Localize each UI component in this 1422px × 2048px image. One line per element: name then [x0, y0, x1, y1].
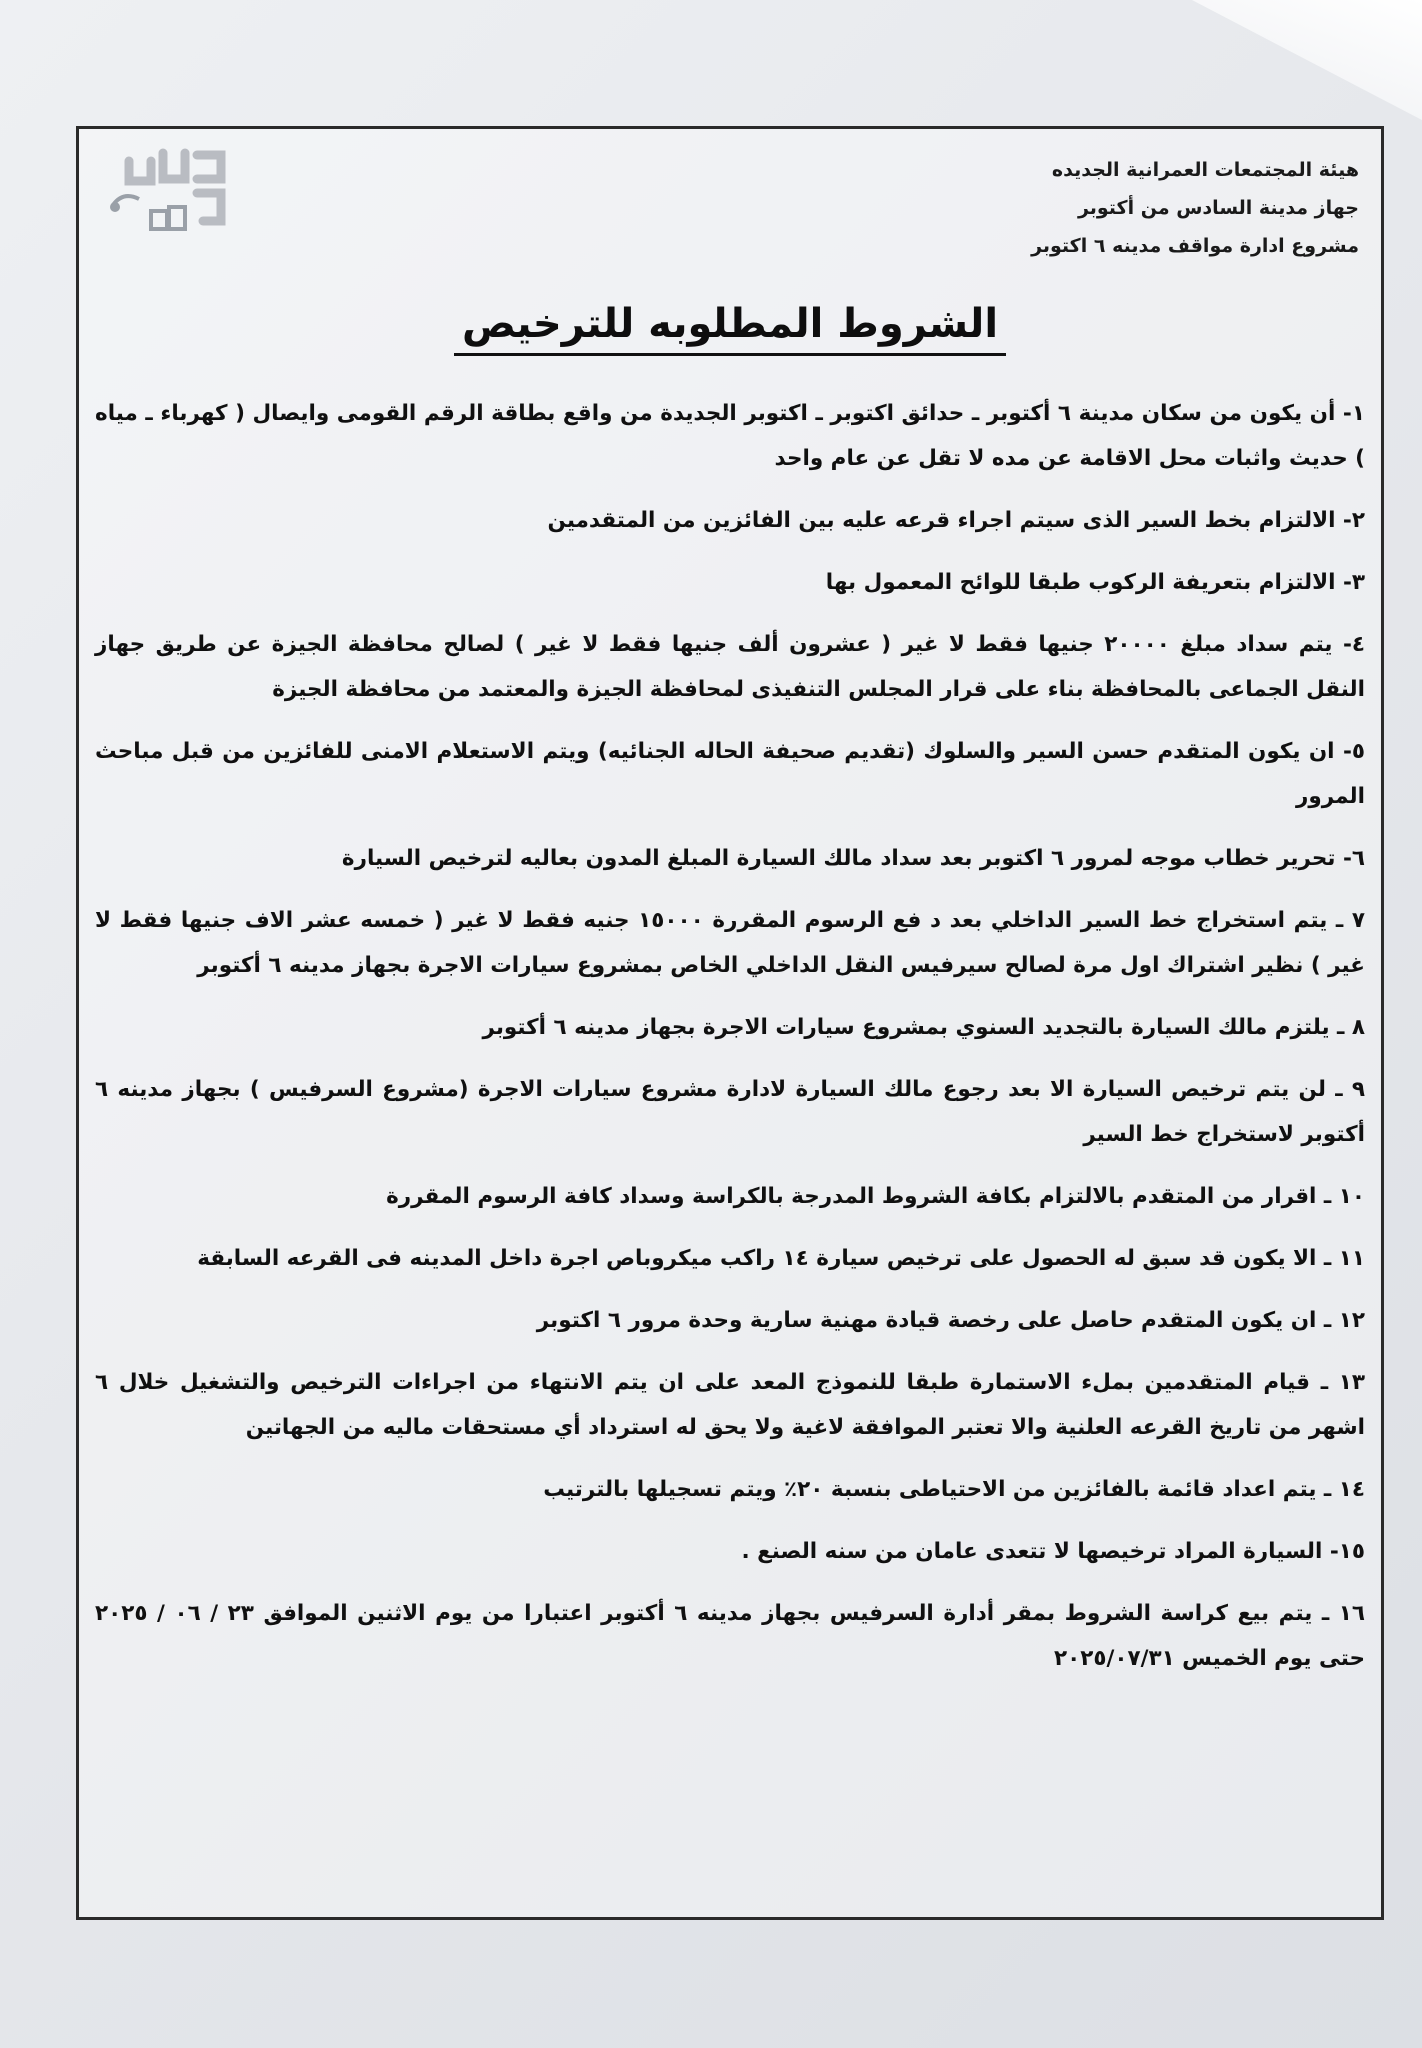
list-item: ٣- الالتزام بتعريفة الركوب طبقا للوائح المعمول بها [825, 570, 1365, 595]
list-item: ٧ ـ يتم استخراج خط السير الداخلي بعد د فع الرسوم المقررة ١٥٠٠٠ جنيه فقط لا غير ( خمسه عشر الاف جنيها فقط لا غير ) نظير اشتراك اول مرة لصالح سيرفيس النقل الداخلي الخاص بمشروع سيارات الاجرة بجهاز مدينه ٦ أكتوبر [95, 908, 1366, 978]
list-item: ١٤ ـ يتم اعداد قائمة بالفائزين من الاحتياطى بنسبة ٢٠٪ ويتم تسجيلها بالترتيب [543, 1477, 1365, 1502]
conditions-list [95, 391, 1365, 1698]
header-project: مشروع ادارة مواقف مدينه ٦ اكتوبر [1031, 235, 1359, 257]
list-item: ١١ ـ الا يكون قد سبق له الحصول على ترخيص سيارة ١٤ راكب ميكروباص اجرة داخل المدينه فى القرعه السابقة [197, 1246, 1365, 1271]
document-header [1031, 151, 1359, 265]
list-item: ٤- يتم سداد مبلغ ٢٠٠٠٠ جنيها فقط لا غير ( عشرون ألف جنيها فقط لا غير ) لصالح محافظة الجيزة عن طريق جهاز النقل الجماعى بالمحافظة بناء على قرار المجلس التنفيذى لمحافظة الجيزة والمعتمد من محافظة الجيزة [95, 632, 1365, 702]
list-item: ١٦ ـ يتم بيع كراسة الشروط بمقر أدارة السرفيس بجهاز مدينه ٦ أكتوبر اعتبارا من يوم الاثنين الموافق ٢٣ / ٠٦ / ٢٠٢٥ حتى يوم الخميس ٢٠٢٥/٠٧/٣١ [95, 1601, 1365, 1671]
list-item: ٢- الالتزام بخط السير الذى سيتم اجراء قرعه عليه بين الفائزين من المتقدمين [547, 508, 1365, 533]
city-logo-icon [99, 135, 269, 245]
list-item: ٥- ان يكون المتقدم حسن السير والسلوك (تقديم صحيفة الحاله الجنائيه) ويتم الاستعلام الامنى للفائزين من قبل مباحث المرور [95, 739, 1365, 809]
page-title: الشروط المطلوبه للترخيص [79, 301, 1381, 356]
list-item: ٩ ـ لن يتم ترخيص السيارة الا بعد رجوع مالك السيارة لادارة مشروع سيارات الاجرة (مشروع السرفيس ) بجهاز مدينه ٦ أكتوبر لاستخراج خط السير [95, 1077, 1365, 1147]
page-fold-corner [1192, 0, 1422, 120]
list-item: ١- أن يكون من سكان مدينة ٦ أكتوبر ـ حدائق اكتوبر ـ اكتوبر الجديدة من واقع بطاقة الرقم القومى وايصال ( كهرباء ـ مياه ) حديث واثبات محل الاقامة عن مده لا تقل عن عام واحد [95, 401, 1365, 471]
list-item: ١٢ ـ ان يكون المتقدم حاصل على رخصة قيادة مهنية سارية وحدة مرور ٦ اكتوبر [536, 1308, 1365, 1333]
list-item: ١٠ ـ اقرار من المتقدم بالالتزام بكافة الشروط المدرجة بالكراسة وسداد كافة الرسوم المقررة [386, 1184, 1365, 1209]
header-authority: هيئة المجتمعات العمرانية الجديده [1051, 159, 1359, 181]
header-city-agency: جهاز مدينة السادس من أكتوبر [1077, 197, 1359, 219]
list-item: ٨ ـ يلتزم مالك السيارة بالتجديد السنوي بمشروع سيارات الاجرة بجهاز مدينه ٦ أكتوبر [482, 1015, 1365, 1040]
list-item: ١٥- السيارة المراد ترخيصها لا تتعدى عامان من سنه الصنع . [741, 1539, 1365, 1564]
list-item: ٦- تحرير خطاب موجه لمرور ٦ اكتوبر بعد سداد مالك السيارة المبلغ المدون بعاليه لترخيص السيارة [341, 846, 1365, 871]
document-frame [76, 126, 1384, 1920]
list-item: ١٣ ـ قيام المتقدمين بملء الاستمارة طبقا للنموذج المعد على ان يتم الانتهاء من اجراءات الترخيص والتشغيل خلال ٦ اشهر من تاريخ القرعه العلنية والا تعتبر الموافقة لاغية ولا يحق له استرداد أي مستحقات ماليه من الجهاتين [95, 1370, 1365, 1440]
